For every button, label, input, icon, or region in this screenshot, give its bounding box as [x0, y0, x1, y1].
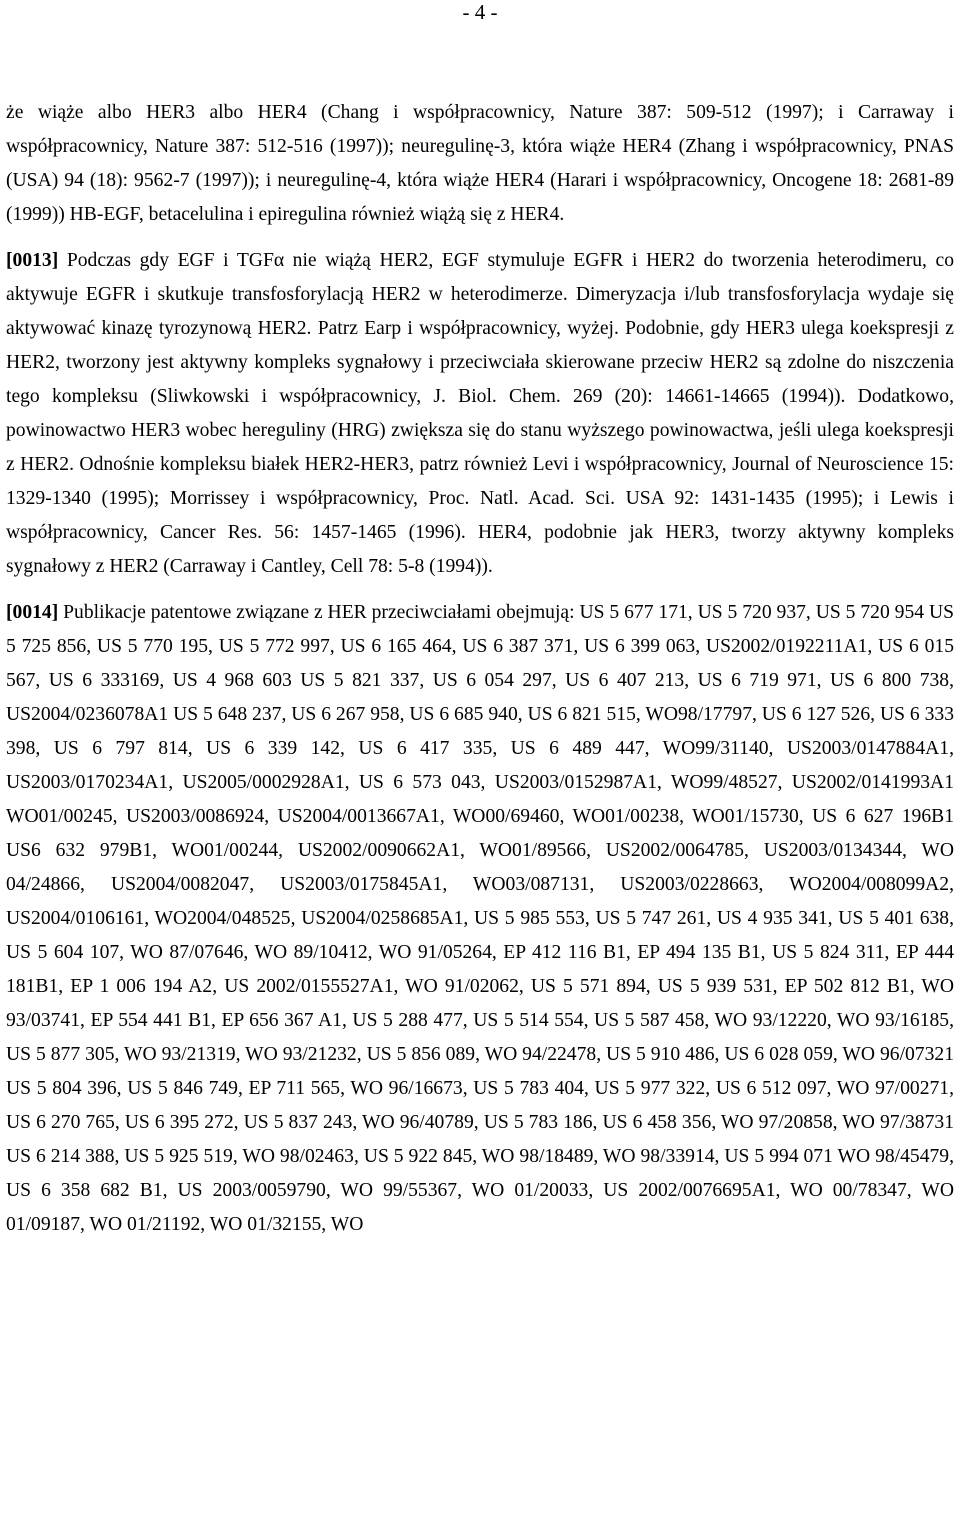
- paragraph-tag: [0014]: [6, 602, 59, 623]
- document-body: [6, 96, 954, 1242]
- paragraph-continuation: [6, 96, 954, 232]
- paragraph-text: Publikacje patentowe związane z HER przeciwciałami obejmują: US 5 677 171, US 5 720 937, US 5 720 954 US 5 725 856, US 5 770 195, US 5 772 997, US 6 165 464, US 6 387 371, US 6 399 063, US2002/0192211A1, US 6 015 567, US 6 333169, US 4 968 603 US 5 821 337, US 6 054 297, US 6 407 213, US 6 719 971, US 6 800 738, US2004/0236078A1 US 5 648 237, US 6 267 958, US 6 685 940, US 6 821 515, WO98/17797, US 6 127 526, US 6 333 398, US 6 797 814, US 6 339 142, US 6 417 335, US 6 489 447, WO99/31140, US2003/0147884A1, US2003/0170234A1, US2005/0002928A1, US 6 573 043, US2003/0152987A1, WO99/48527, US2002/0141993A1 WO01/00245, US2003/0086924, US2004/0013667A1, WO00/69460, WO01/00238, WO01/15730, US 6 627 196B1 US6 632 979B1, WO01/00244, US2002/0090662A1, WO01/89566, US2002/0064785, US2003/0134344, WO 04/24866, US2004/0082047, US2003/0175845A1, WO03/087131, US2003/0228663, WO2004/008099A2, US2004/0106161, WO2004/048525, US2004/0258685A1, US 5 985 553, US 5 747 261, US 4 935 341, US 5 401 638, US 5 604 107, WO 87/07646, WO 89/10412, WO 91/05264, EP 412 116 B1, EP 494 135 B1, US 5 824 311, EP 444 181B1, EP 1 006 194 A2, US 2002/0155527A1, WO 91/02062, US 5 571 894, US 5 939 531, EP 502 812 B1, WO 93/03741, EP 554 441 B1, EP 656 367 A1, US 5 288 477, US 5 514 554, US 5 587 458, WO 93/12220, WO 93/16185, US 5 877 305, WO 93/21319, WO 93/21232, US 5 856 089, WO 94/22478, US 5 910 486, US 6 028 059, WO 96/07321 US 5 804 396, US 5 846 749, EP 711 565, WO 96/16673, US 5 783 404, US 5 977 322, US 6 512 097, WO 97/00271, US 6 270 765, US 6 395 272, US 5 837 243, WO 96/40789, US 5 783 186, US 6 458 356, WO 97/20858, WO 97/38731 US 6 214 388, US 5 925 519, WO 98/02463, US 5 922 845, WO 98/18489, WO 98/33914, US 5 994 071 WO 98/45479, US 6 358 682 B1, US 2003/0059790, WO 99/55367, WO 01/20033, US 2002/0076695A1, WO 00/78347, WO 01/09187, WO 01/21192, WO 01/32155, WO: [6, 602, 954, 1235]
- paragraph-tag: [0013]: [6, 250, 59, 271]
- page-number: - 4 -: [462, 0, 498, 24]
- paragraph-0014: [6, 596, 954, 1242]
- paragraph-0013: [6, 244, 954, 584]
- paragraph-text: że wiąże albo HER3 albo HER4 (Chang i współpracownicy, Nature 387: 509-512 (1997); i Carraway i współpracownicy, Nature 387: 512-516 (1997)); neuregulinę-3, która wiąże HER4 (Zhang i współpracownicy, PNAS (USA) 94 (18): 9562-7 (1997)); i neuregulinę-4, która wiąże HER4 (Harari i współpracownicy, Oncogene 18: 2681-89 (1999)) HB-EGF, betacelulina i epiregulina również wiążą się z HER4.: [6, 102, 954, 225]
- paragraph-text: Podczas gdy EGF i TGFα nie wiążą HER2, EGF stymuluje EGFR i HER2 do tworzenia heterodimeru, co aktywuje EGFR i skutkuje transfosforylacją HER2 w heterodimerze. Dimeryzacja i/lub transfosforylacja wydaje się aktywować kinazę tyrozynową HER2. Patrz Earp i współpracownicy, wyżej. Podobnie, gdy HER3 ulega koekspresji z HER2, tworzony jest aktywny kompleks sygnałowy i przeciwciała skierowane przeciw HER2 są zdolne do niszczenia tego kompleksu (Sliwkowski i współpracownicy, J. Biol. Chem. 269 (20): 14661-14665 (1994)). Dodatkowo, powinowactwo HER3 wobec hereguliny (HRG) zwiększa się do stanu wyższego powinowactwa, jeśli ulega koekspresji z HER2. Odnośnie kompleksu białek HER2-HER3, patrz również Levi i współpracownicy, Journal of Neuroscience 15: 1329-1340 (1995); Morrissey i współpracownicy, Proc. Natl. Acad. Sci. USA 92: 1431-1435 (1995); i Lewis i współpracownicy, Cancer Res. 56: 1457-1465 (1996). HER4, podobnie jak HER3, tworzy aktywny kompleks sygnałowy z HER2 (Carraway i Cantley, Cell 78: 5-8 (1994)).: [6, 250, 954, 577]
